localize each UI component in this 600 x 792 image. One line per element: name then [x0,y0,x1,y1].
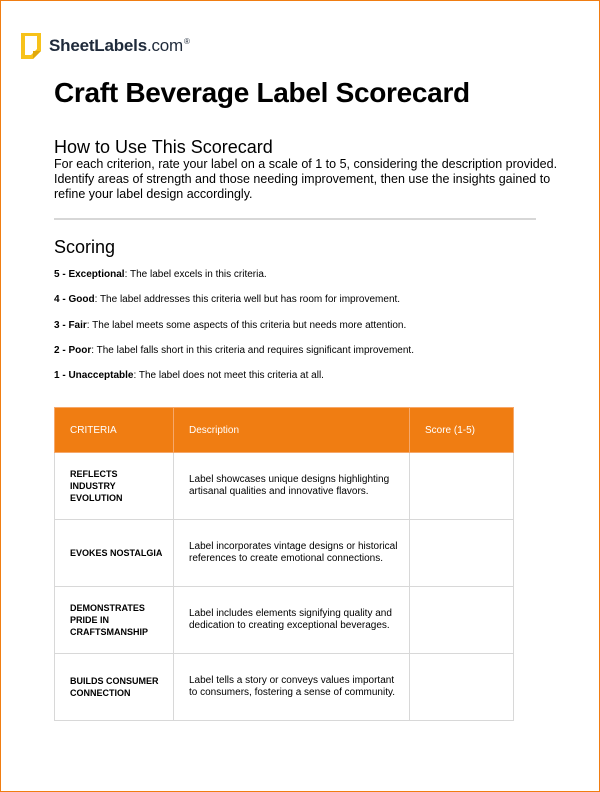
scorecard-table [54,407,514,721]
how-to-text: For each criterion, rate your label on a scale of 1 to 5, considering the description provided. Identify areas of strength and those needing improvement, then use the insights gained to refine your label design accordingly. [54,157,558,201]
description-cell: Label tells a story or conveys values important to consumers, fostering a sense of community. [174,654,410,721]
table-row [55,587,514,654]
page-title: Craft Beverage Label Scorecard [54,77,470,108]
score-description: : The label excels in this criteria. [124,269,267,280]
score-cell[interactable] [410,453,514,520]
table-row [55,453,514,520]
score-number: 2 [54,344,60,356]
scoring-list [54,269,574,395]
table-row [55,654,514,721]
criteria-cell: BUILDS CONSUMER CONNECTION [55,654,174,721]
score-description: : The label does not meet this criteria at all. [133,370,324,382]
brand-wordmark [49,36,190,56]
score-level-3: 3 - Fair: The label meets some aspects of this criteria but needs more attention. [54,319,407,331]
description-cell: Label showcases unique designs highlighting artisanal qualities and innovative flavors. [174,453,410,520]
brand-logo[interactable] [19,31,190,61]
score-level-4: 4 - Good: The label addresses this criteria well but has room for improvement. [54,294,401,306]
score-level-1: 1 - Unacceptable: The label does not meet this criteria at all. [54,370,324,382]
how-to-heading: How to Use This Scorecard [54,137,273,157]
score-description: : The label addresses this criteria well but has room for improvement. [94,294,401,306]
score-number: 4 [54,294,60,306]
brand-name-suffix: .com [146,36,183,55]
description-cell: Label incorporates vintage designs or historical references to create emotional connections. [174,520,410,587]
header-score: Score (1-5) [410,408,514,453]
score-cell[interactable] [410,520,514,587]
section-divider [54,218,536,220]
table-row [55,520,514,587]
scoring-heading: Scoring [54,237,116,257]
header-criteria: CRITERIA [55,408,174,453]
score-cell[interactable] [410,654,514,721]
table-header-row [55,408,514,453]
criteria-cell: DEMONSTRATES PRIDE IN CRAFTSMANSHIP [55,587,174,654]
criteria-cell: REFLECTS INDUSTRY EVOLUTION [55,453,174,520]
score-cell[interactable] [410,587,514,654]
description-cell: Label includes elements signifying quality and dedication to creating exceptional beverages. [174,587,410,654]
score-name: Exceptional [68,269,125,280]
score-description: : The label meets some aspects of this criteria but needs more attention. [86,319,407,331]
score-number: 1 [54,370,60,382]
score-level-2: 2 - Poor: The label falls short in this criteria and requires significant improvement. [54,344,414,356]
score-level-5: 5 - Exceptional: The label excels in this criteria. [54,269,267,280]
score-name: Good [68,294,95,306]
score-number: 5 [54,269,60,280]
registered-mark: ® [184,37,190,47]
score-name: Unacceptable [68,370,134,382]
label-sheet-logo-icon [19,31,43,61]
score-number: 3 [54,319,60,331]
brand-name-bold: SheetLabels [49,36,147,55]
score-name: Poor [68,344,92,356]
header-description: Description [174,408,410,453]
criteria-cell: EVOKES NOSTALGIA [55,520,174,587]
score-description: : The label falls short in this criteria and requires significant improvement. [91,344,414,356]
score-name: Fair [68,319,87,331]
